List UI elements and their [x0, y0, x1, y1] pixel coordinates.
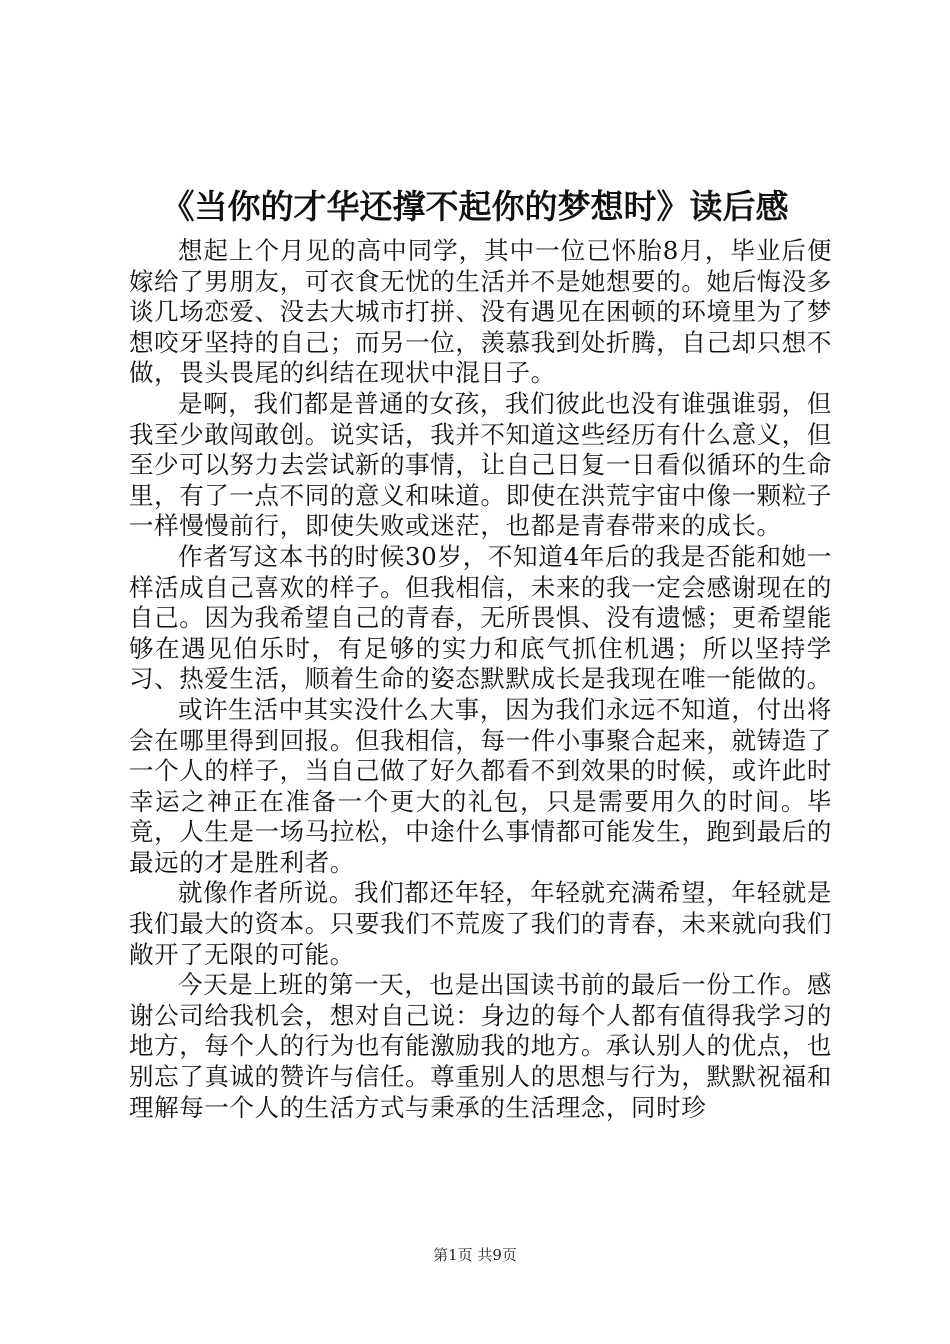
paragraph-2: 是啊，我们都是普通的女孩，我们彼此也没有谁强谁弱，但我至少敢闯敢创。说实话，我并不知道这些经历有什么意义，但至少可以努力去尝试新的事情，让自己日复一日看似循环的生命里，有了一点不同的意义和味道。即使在洪荒宇宙中像一颗粒子一样慢慢前行，即使失败或迷茫，也都是青春带来的成长。 [129, 388, 832, 541]
paragraph-6: 今天是上班的第一天，也是出国读书前的最后一份工作。感谢公司给我机会，想对自己说：身边的每个人都有值得我学习的地方，每个人的行为也有能激励我的地方。承认别人的优点，也别忘了真诚的赞许与信任。尊重别人的思想与行为，默默祝福和理解每一个人的生活方式与秉承的生活理念，同时珍 [129, 970, 832, 1122]
paragraph-1: 想起上个月见的高中同学，其中一位已怀胎8月，毕业后便嫁给了男朋友，可衣食无忧的生活并不是她想要的。她后悔没多谈几场恋爱、没去大城市打拼、没有遇见在困顿的环境里为了梦想咬牙坚持的自己；而另一位，羡慕我到处折腾，自己却只想不做，畏头畏尾的纠结在现状中混日子。 [129, 236, 832, 388]
paragraph-4: 或许生活中其实没什么大事，因为我们永远不知道，付出将会在哪里得到回报。但我相信，每一件小事聚合起来，就铸造了一个人的样子，当自己做了好久都看不到效果的时候，或许此时幸运之神正在准备一个更大的礼包，只是需要用久的时间。毕竟，人生是一场马拉松，中途什么事情都可能发生，跑到最后的最远的才是胜利者。 [129, 694, 832, 877]
paragraph-3: 作者写这本书的时候30岁，不知道4年后的我是否能和她一样活成自己喜欢的样子。但我相信，未来的我一定会感谢现在的自己。因为我希望自己的青春，无所畏惧、没有遗憾；更希望能够在遇见伯乐时，有足够的实力和底气抓住机遇；所以坚持学习、热爱生活，顺着生命的姿态默默成长是我现在唯一能做的。 [129, 541, 832, 694]
page-number-footer: 第1页 共9页 [433, 1246, 517, 1264]
paragraph-5: 就像作者所说。我们都还年轻，年轻就充满希望，年轻就是我们最大的资本。只要我们不荒废了我们的青春，未来就向我们敞开了无限的可能。 [129, 878, 832, 969]
document-title: 《当你的才华还撑不起你的梦想时》读后感 [161, 187, 789, 226]
document-body [129, 236, 832, 1123]
